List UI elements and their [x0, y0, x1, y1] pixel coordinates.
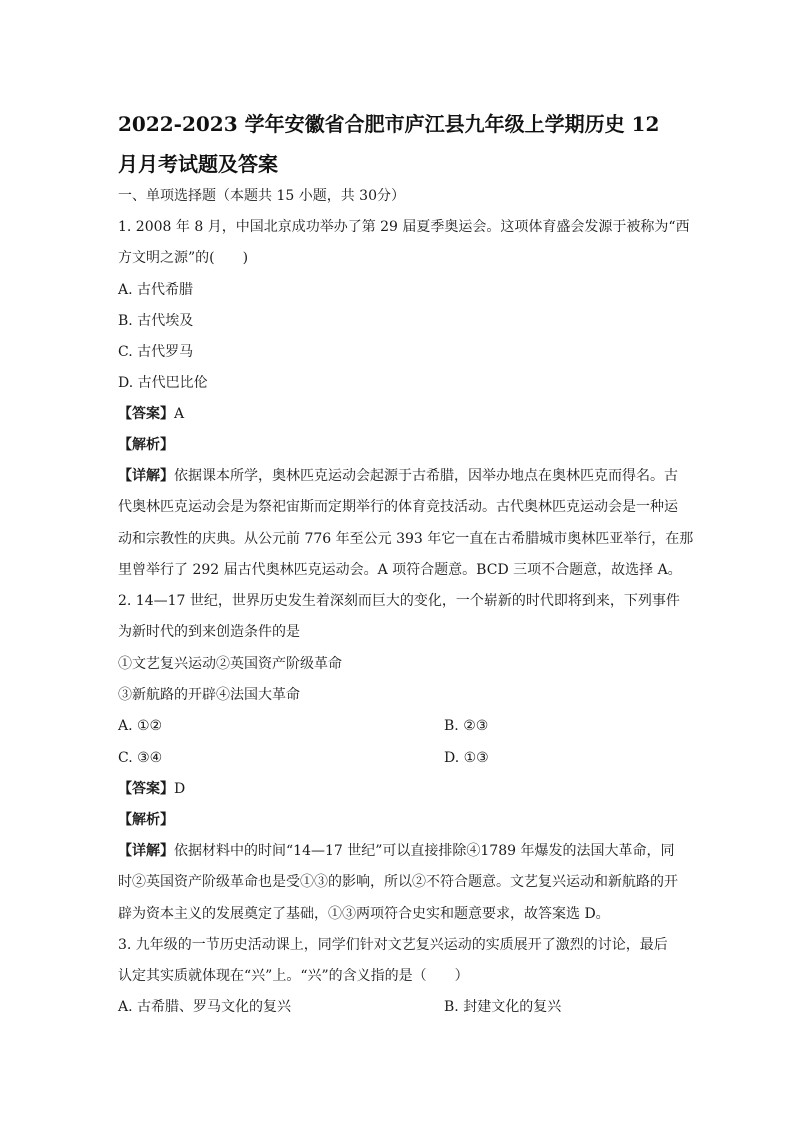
q2-option-c: C. ③④ [118, 750, 163, 766]
q1-stem-line-1: 1. 2008 年 8 月，中国北京成功举办了第 29 届夏季奥运会。这项体育盛会发源于被称为“西 [118, 219, 690, 235]
q2-detail-line-2: 时②英国资产阶级革命也是受①③的影响，所以②不符合题意。文艺复兴运动和新航路的开 [118, 874, 678, 890]
answer-tag: 【答案】 [118, 406, 174, 422]
q2-analysis-tag: 【解析】 [118, 812, 174, 828]
q2-option-a: A. ①② [118, 718, 163, 734]
q3-stem-line-1: 3. 九年级的一节历史活动课上，同学们针对文艺复兴运动的实质展开了激烈的讨论，最后 [118, 937, 668, 953]
q1-detail-line-3: 动和宗教性的庆典。从公元前 776 年至公元 393 年它一直在古希腊城市奥林匹亚举行，在那 [118, 531, 694, 547]
q1-option-d: D. 古代巴比伦 [118, 375, 208, 391]
answer-value: A [174, 406, 185, 422]
q1-stem-line-2: 方文明之源”的( ) [118, 250, 249, 266]
q2-option-b: B. ②③ [444, 718, 489, 734]
q2-detail-line-3: 辟为资本主义的发展奠定了基础，①③两项符合史实和题意要求，故答案选 D。 [118, 906, 610, 922]
q1-detail-line-1 [118, 466, 678, 486]
answer-value: D [174, 781, 186, 797]
q1-answer [118, 404, 184, 424]
detail-tag: 【详解】 [118, 468, 174, 484]
q2-items-line-2: ③新航路的开辟④法国大革命 [118, 687, 300, 703]
q2-detail-line-1 [118, 841, 674, 861]
q2-stem-line-2: 为新时代的到来创造条件的是 [118, 624, 300, 640]
q1-option-a: A. 古代希腊 [118, 282, 194, 298]
title-line-2: 月月考试题及答案 [118, 152, 278, 176]
q1-detail-line-4: 里曾举行了 292 届古代奥林匹克运动会。A 项符合题意。BCD 三项不合题意，故选择 A。 [118, 562, 682, 578]
q2-items-line-1: ①文艺复兴运动②英国资产阶级革命 [118, 656, 342, 672]
section-heading: 一、单项选择题（本题共 15 小题，共 30分） [118, 188, 405, 204]
q1-analysis-tag: 【解析】 [118, 437, 174, 453]
q3-option-a: A. 古希腊、罗马文化的复兴 [118, 999, 292, 1015]
title-line-1: 2022-2023 学年安徽省合肥市庐江县九年级上学期历史 12 [118, 112, 660, 136]
q2-answer [118, 779, 185, 799]
q2-option-d: D. ①③ [444, 750, 489, 766]
q2-stem-line-1: 2. 14—17 世纪，世界历史发生着深刻而巨大的变化，一个崭新的时代即将到来，下列事件 [118, 593, 680, 609]
document-title [118, 104, 678, 184]
q3-stem-line-2: 认定其实质就体现在“兴”上。“兴”的含义指的是（ ） [118, 968, 469, 984]
q3-option-b: B. 封建文化的复兴 [444, 999, 562, 1015]
q1-detail-line-2: 代奥林匹克运动会是为祭祀宙斯而定期举行的体育竞技活动。古代奥林匹克运动会是一种运 [118, 499, 678, 515]
detail-tag: 【详解】 [118, 843, 174, 859]
q1-option-b: B. 古代埃及 [118, 313, 194, 329]
q1-option-c: C. 古代罗马 [118, 344, 194, 360]
detail-text: 依据课本所学，奥林匹克运动会起源于古希腊，因举办地点在奥林匹克而得名。古 [174, 468, 678, 484]
answer-tag: 【答案】 [118, 781, 174, 797]
detail-text: 依据材料中的时间“14—17 世纪”可以直接排除④1789 年爆发的法国大革命，同 [174, 843, 675, 859]
